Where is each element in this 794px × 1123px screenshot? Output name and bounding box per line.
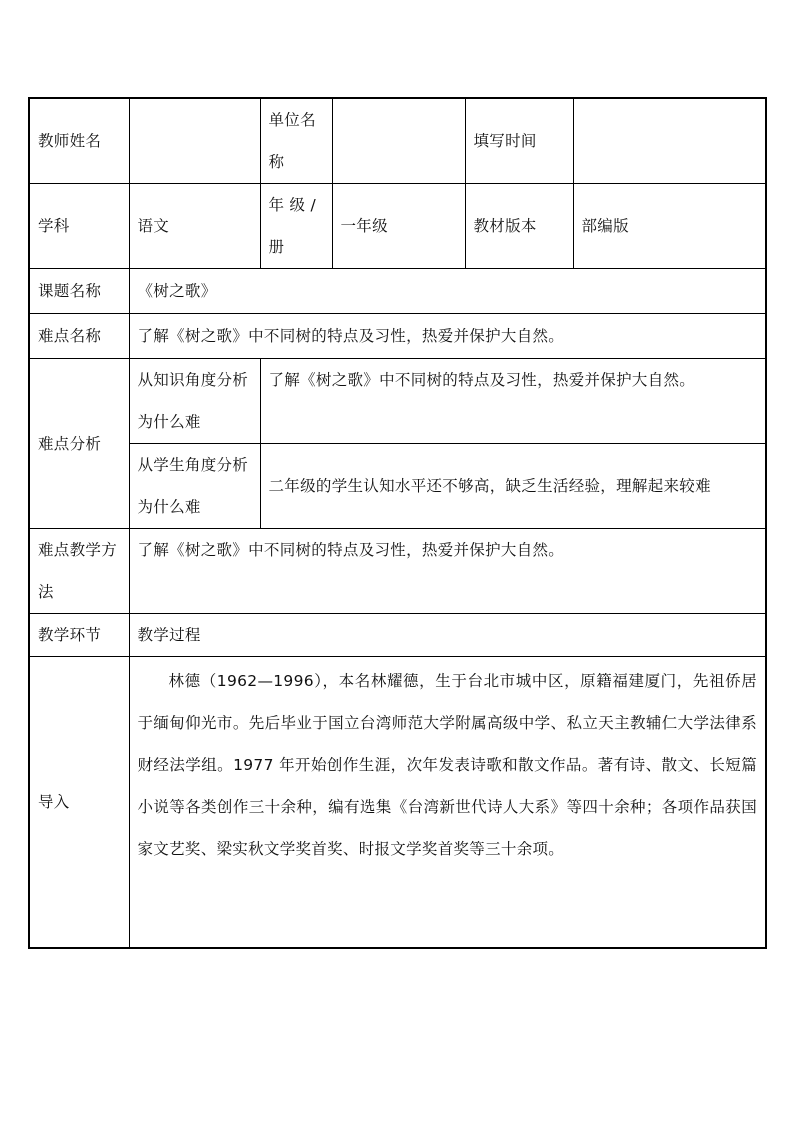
row-knowledge xyxy=(29,359,766,444)
intro-label: 导入 xyxy=(29,657,129,948)
row-method xyxy=(29,529,766,614)
unit-name-label: 单位名称 xyxy=(260,98,332,184)
lesson-value: 《树之歌》 xyxy=(129,269,766,314)
intro-text: 林德（1962—1996），本名林耀德，生于台北市城中区，原籍福建厦门，先祖侨居于缅甸仰光市。先后毕业于国立台湾师范大学附属高级中学、私立天主教辅仁大学法律系财经法学组。1977 年开始创作生涯，次年发表诗歌和散文作品。著有诗、散文、长短篇小说等各类创作三十余种，编有选集《台湾新世代诗人大系》等四十余种；各项作品获国家文艺奖、梁实秋文学奖首奖、时报文学奖首奖等三十余项。 xyxy=(137,672,757,858)
knowledge-value: 了解《树之歌》中不同树的特点及习性，热爱并保护大自然。 xyxy=(260,359,766,444)
row-teacher xyxy=(29,98,766,184)
method-label: 难点教学方法 xyxy=(29,529,129,614)
subject-label: 学科 xyxy=(29,184,129,269)
unit-name-value[interactable] xyxy=(332,98,465,184)
difficulty-label: 难点名称 xyxy=(29,314,129,359)
analysis-label: 难点分析 xyxy=(29,359,129,529)
grade-label: 年 级 / 册 xyxy=(260,184,332,269)
teacher-name-label: 教师姓名 xyxy=(29,98,129,184)
lesson-plan-table xyxy=(28,97,767,949)
student-label: 从学生角度分析为什么难 xyxy=(129,444,260,529)
row-difficulty xyxy=(29,314,766,359)
lesson-label: 课题名称 xyxy=(29,269,129,314)
row-student xyxy=(29,444,766,529)
row-lesson xyxy=(29,269,766,314)
fill-time-label: 填写时间 xyxy=(465,98,573,184)
process-label: 教学过程 xyxy=(129,614,766,657)
subject-value: 语文 xyxy=(129,184,260,269)
fill-time-value[interactable] xyxy=(573,98,766,184)
method-value: 了解《树之歌》中不同树的特点及习性，热爱并保护大自然。 xyxy=(129,529,766,614)
grade-value: 一年级 xyxy=(332,184,465,269)
difficulty-value: 了解《树之歌》中不同树的特点及习性，热爱并保护大自然。 xyxy=(129,314,766,359)
row-stage xyxy=(29,614,766,657)
row-intro xyxy=(29,657,766,948)
teacher-name-value[interactable] xyxy=(129,98,260,184)
textbook-label: 教材版本 xyxy=(465,184,573,269)
row-subject xyxy=(29,184,766,269)
stage-label: 教学环节 xyxy=(29,614,129,657)
student-value: 二年级的学生认知水平还不够高，缺乏生活经验，理解起来较难 xyxy=(260,444,766,529)
textbook-value: 部编版 xyxy=(573,184,766,269)
knowledge-label: 从知识角度分析为什么难 xyxy=(129,359,260,444)
intro-cell xyxy=(129,657,766,948)
